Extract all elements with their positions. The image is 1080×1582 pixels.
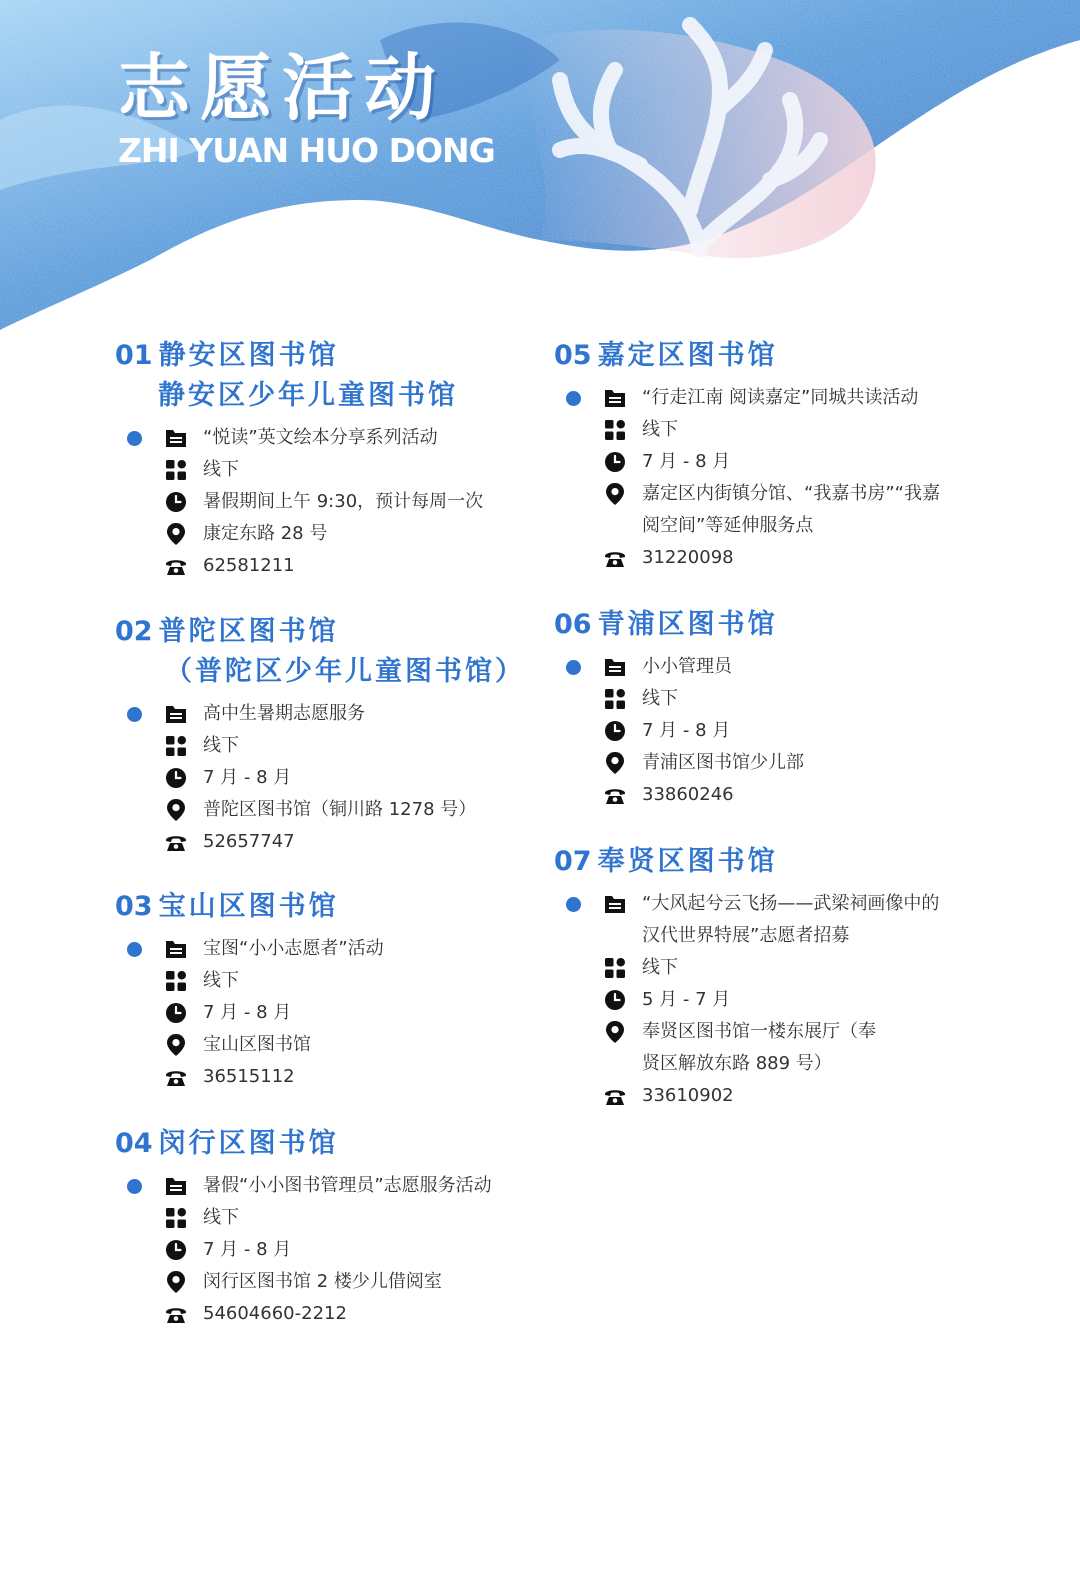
section-number: 05 bbox=[554, 340, 592, 371]
mode-row bbox=[115, 454, 545, 486]
location-text: 嘉定区内街镇分馆、“我嘉书房”“我嘉阅空间”等延伸服务点 bbox=[642, 483, 940, 536]
phone-icon bbox=[165, 831, 187, 853]
location-text: 普陀区图书馆（铜川路 1278 号） bbox=[203, 799, 477, 820]
activity-text: “行走江南 阅读嘉定”同城共读活动 bbox=[642, 387, 919, 408]
location-row bbox=[115, 794, 545, 826]
section-name: 奉贤区图书馆 bbox=[597, 846, 778, 877]
time-text: 7 月 - 8 月 bbox=[203, 1239, 292, 1260]
mode-text: 线下 bbox=[642, 957, 678, 978]
activity-row bbox=[554, 651, 974, 683]
location-text: 闵行区图书馆 2 楼少儿借阅室 bbox=[203, 1271, 442, 1292]
mode-row bbox=[115, 965, 545, 997]
clock-icon bbox=[165, 491, 187, 513]
info-list bbox=[554, 888, 974, 1112]
activity-text: 宝图“小小志愿者”活动 bbox=[203, 938, 384, 959]
section-title bbox=[554, 842, 974, 882]
activity-row bbox=[554, 382, 974, 414]
info-list bbox=[554, 382, 974, 574]
section-title bbox=[115, 612, 545, 652]
phone-row bbox=[554, 1080, 974, 1112]
time-text: 7 月 - 8 月 bbox=[203, 767, 292, 788]
section-name: 宝山区图书馆 bbox=[158, 891, 339, 922]
time-row bbox=[554, 984, 974, 1016]
phone-row bbox=[115, 1061, 545, 1093]
time-row bbox=[554, 715, 974, 747]
phone-icon bbox=[165, 1066, 187, 1088]
activity-row bbox=[554, 888, 974, 952]
section-name: 闵行区图书馆 bbox=[158, 1128, 339, 1159]
time-row bbox=[554, 446, 974, 478]
location-text: 康定东路 28 号 bbox=[203, 523, 328, 544]
time-text: 暑假期间上午 9:30，预计每周一次 bbox=[203, 491, 484, 512]
folder-icon bbox=[604, 656, 626, 678]
section-number: 06 bbox=[554, 609, 592, 640]
phone-icon bbox=[165, 555, 187, 577]
folder-icon bbox=[604, 893, 626, 915]
location-row bbox=[115, 518, 545, 550]
activity-text: 小小管理员 bbox=[642, 656, 732, 677]
section-name: 静安区图书馆 bbox=[158, 340, 339, 371]
phone-text: 52657747 bbox=[203, 831, 295, 852]
library-section-putuo bbox=[115, 612, 545, 858]
section-title bbox=[115, 887, 545, 927]
section-number: 07 bbox=[554, 846, 592, 877]
time-row bbox=[115, 1234, 545, 1266]
folder-icon bbox=[165, 1175, 187, 1197]
phone-text: 36515112 bbox=[203, 1066, 295, 1087]
clock-icon bbox=[165, 1239, 187, 1261]
info-list bbox=[554, 651, 974, 811]
mode-text: 线下 bbox=[203, 735, 239, 756]
location-row bbox=[554, 747, 974, 779]
section-name: 青浦区图书馆 bbox=[597, 609, 778, 640]
time-text: 5 月 - 7 月 bbox=[642, 989, 731, 1010]
library-section-jiading bbox=[554, 336, 974, 574]
page-subtitle: ZHI YUAN HUO DONG bbox=[118, 131, 495, 170]
activity-text: 高中生暑期志愿服务 bbox=[203, 703, 365, 724]
section-title bbox=[554, 336, 974, 376]
library-section-jingan bbox=[115, 336, 545, 582]
clock-icon bbox=[604, 720, 626, 742]
phone-text: 54604660-2212 bbox=[203, 1303, 347, 1324]
library-section-minhang bbox=[115, 1124, 545, 1330]
mode-text: 线下 bbox=[642, 688, 678, 709]
pin-icon bbox=[604, 483, 626, 505]
activity-text: “悦读”英文绘本分享系列活动 bbox=[203, 427, 438, 448]
time-text: 7 月 - 8 月 bbox=[203, 1002, 292, 1023]
phone-text: 33610902 bbox=[642, 1085, 734, 1106]
phone-row bbox=[115, 826, 545, 858]
activity-text: 暑假“小小图书管理员”志愿服务活动 bbox=[203, 1175, 492, 1196]
time-row bbox=[115, 486, 545, 518]
mode-row bbox=[115, 1202, 545, 1234]
phone-icon bbox=[604, 784, 626, 806]
activity-row bbox=[115, 933, 545, 965]
mode-text: 线下 bbox=[642, 419, 678, 440]
mode-text: 线下 bbox=[203, 1207, 239, 1228]
location-text: 奉贤区图书馆一楼东展厅（奉贤区解放东路 889 号） bbox=[642, 1021, 876, 1074]
grid-icon bbox=[165, 1207, 187, 1229]
clock-icon bbox=[604, 451, 626, 473]
phone-icon bbox=[604, 1085, 626, 1107]
mode-row bbox=[554, 952, 974, 984]
section-name: 普陀区图书馆 bbox=[158, 616, 339, 647]
grid-icon bbox=[604, 419, 626, 441]
section-number: 01 bbox=[115, 340, 153, 371]
phone-row bbox=[554, 542, 974, 574]
phone-row bbox=[115, 1298, 545, 1330]
time-text: 7 月 - 8 月 bbox=[642, 451, 731, 472]
clock-icon bbox=[165, 767, 187, 789]
library-section-qingpu bbox=[554, 605, 974, 811]
location-row bbox=[554, 1016, 974, 1080]
pin-icon bbox=[165, 1271, 187, 1293]
mode-text: 线下 bbox=[203, 970, 239, 991]
phone-icon bbox=[604, 547, 626, 569]
activity-row bbox=[115, 422, 545, 454]
library-section-baoshan bbox=[115, 887, 545, 1093]
section-title bbox=[554, 605, 974, 645]
info-list bbox=[115, 422, 545, 582]
pin-icon bbox=[604, 1021, 626, 1043]
pin-icon bbox=[165, 523, 187, 545]
section-title bbox=[115, 1124, 545, 1164]
time-row bbox=[115, 762, 545, 794]
time-text: 7 月 - 8 月 bbox=[642, 720, 731, 741]
phone-text: 33860246 bbox=[642, 784, 734, 805]
grid-icon bbox=[604, 957, 626, 979]
mode-row bbox=[554, 414, 974, 446]
location-row bbox=[554, 478, 974, 542]
section-number: 02 bbox=[115, 616, 153, 647]
pin-icon bbox=[165, 1034, 187, 1056]
pin-icon bbox=[604, 752, 626, 774]
mode-row bbox=[115, 730, 545, 762]
info-list bbox=[115, 933, 545, 1093]
section-number: 04 bbox=[115, 1128, 153, 1159]
clock-icon bbox=[165, 1002, 187, 1024]
phone-icon bbox=[165, 1303, 187, 1325]
clock-icon bbox=[604, 989, 626, 1011]
section-number: 03 bbox=[115, 891, 153, 922]
activity-row bbox=[115, 1170, 545, 1202]
folder-icon bbox=[604, 387, 626, 409]
time-row bbox=[115, 997, 545, 1029]
grid-icon bbox=[165, 735, 187, 757]
section-subname: （普陀区少年儿童图书馆） bbox=[165, 656, 525, 687]
location-text: 宝山区图书馆 bbox=[203, 1034, 311, 1055]
mode-text: 线下 bbox=[203, 459, 239, 480]
location-row bbox=[115, 1266, 545, 1298]
activity-text: “大风起兮云飞扬——武梁祠画像中的汉代世界特展”志愿者招募 bbox=[642, 893, 940, 946]
grid-icon bbox=[165, 459, 187, 481]
section-name: 嘉定区图书馆 bbox=[597, 340, 778, 371]
grid-icon bbox=[165, 970, 187, 992]
info-list bbox=[115, 1170, 545, 1330]
phone-row bbox=[554, 779, 974, 811]
activity-row bbox=[115, 698, 545, 730]
section-subname: 静安区少年儿童图书馆 bbox=[158, 380, 458, 411]
phone-text: 31220098 bbox=[642, 547, 734, 568]
location-text: 青浦区图书馆少儿部 bbox=[642, 752, 804, 773]
mode-row bbox=[554, 683, 974, 715]
pin-icon bbox=[165, 799, 187, 821]
info-list bbox=[115, 698, 545, 858]
grid-icon bbox=[604, 688, 626, 710]
folder-icon bbox=[165, 703, 187, 725]
page-title: 志愿活动 bbox=[118, 46, 447, 130]
section-title bbox=[115, 336, 545, 376]
folder-icon bbox=[165, 427, 187, 449]
library-section-fengxian bbox=[554, 842, 974, 1112]
phone-row bbox=[115, 550, 545, 582]
location-row bbox=[115, 1029, 545, 1061]
folder-icon bbox=[165, 938, 187, 960]
phone-text: 62581211 bbox=[203, 555, 295, 576]
